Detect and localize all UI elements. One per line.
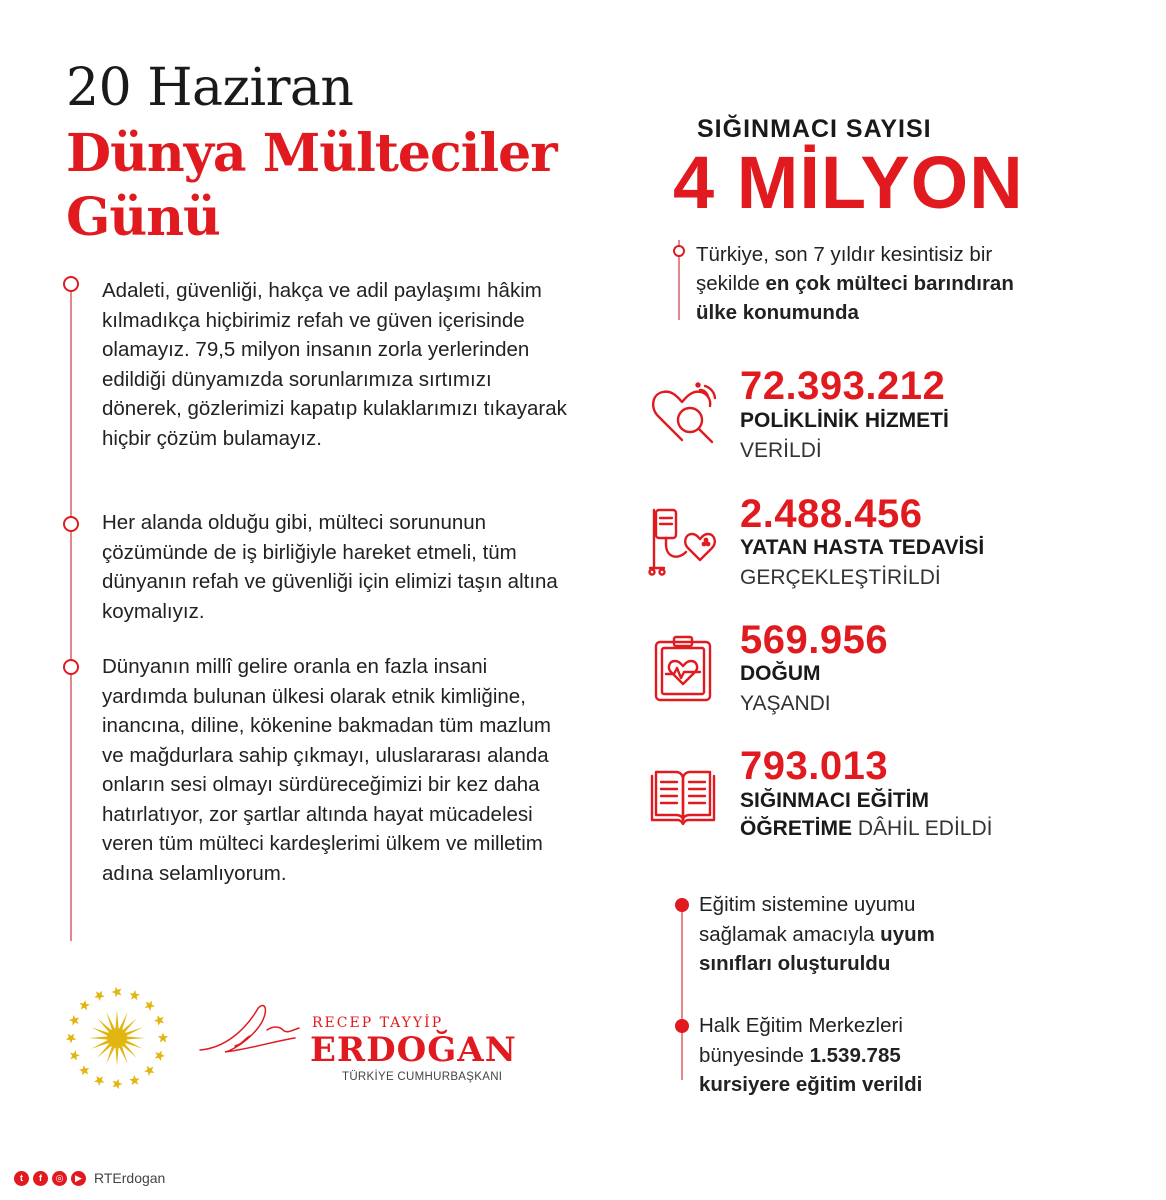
stat-label-bold-2: ÖĞRETİME — [740, 817, 853, 840]
emblem-star — [94, 1076, 104, 1086]
footnote-2 — [699, 1011, 959, 1100]
stat-label-bold: SIĞINMACI EĞİTİM — [740, 789, 929, 812]
footnote-bold: uyum sınıfları oluşturuldu — [699, 922, 935, 975]
instagram-icon[interactable]: ◎ — [52, 1171, 67, 1186]
emblem-star — [155, 1051, 165, 1061]
footnote-dot — [675, 1019, 689, 1033]
heart-search-icon — [648, 378, 718, 448]
page-title: Dünya Mülteciler Günü — [66, 123, 557, 248]
footnote-line — [681, 898, 683, 1080]
social-bar — [14, 1170, 165, 1186]
stat-label: GERÇEKLEŞTİRİLDİ — [740, 566, 941, 589]
headline-kicker: SIĞINMACI SAYISI — [697, 115, 932, 143]
emblem-star — [129, 1075, 139, 1085]
emblem-star — [158, 1033, 168, 1043]
paragraph-2: Her alanda olduğu gibi, mülteci sorununun çözümünde de iş birliğiyle hareket etmeli, tüm dünyanın refah ve güvenliği için elimizi taşın altına koymalıyız. — [102, 511, 558, 623]
footnote-plain: Eğitim sistemine uyumu sağlamak amacıyla — [699, 893, 916, 946]
footnote-plain: Halk Eğitim Merkezleri bünyesinde — [699, 1014, 903, 1067]
stat-value: 793.013 — [740, 744, 889, 788]
stat-label-line2 — [740, 817, 992, 841]
emblem-star — [113, 1079, 123, 1089]
emblem-star — [66, 1034, 76, 1044]
open-book-icon — [648, 762, 718, 832]
footnote-1 — [699, 890, 969, 979]
emblem-star — [70, 1050, 80, 1060]
emblem-star — [154, 1015, 164, 1025]
youtube-icon[interactable]: ▶ — [71, 1171, 86, 1186]
timeline-dot — [63, 659, 79, 675]
timeline-dot — [63, 516, 79, 532]
emblem-star — [80, 1000, 90, 1010]
clipboard-heartbeat-icon — [648, 634, 718, 704]
emblem-star — [145, 1001, 155, 1011]
emblem-sun — [89, 1010, 145, 1066]
signature-title: TÜRKİYE CUMHURBAŞKANI — [342, 1071, 503, 1083]
stat-label: DÂHİL EDİLDİ — [857, 817, 993, 840]
headline-value: 4 MİLYON — [673, 141, 1024, 224]
social-handle[interactable]: RTErdogan — [94, 1170, 166, 1186]
stat-label: VERİLDİ — [740, 439, 822, 462]
emblem-star — [144, 1066, 154, 1076]
paragraph-3: Dünyanın millî gelire oranla en fazla insani yardımda bulunan ülkesi olarak etnik kimliğine, inancına, diline, kökenine bakmadan tüm mazlum ve mağdurlara sahip çıkmayı, uluslararası alanda onların sesi olmayı sürdüreceğimizi bir kez daha hatırlatıyor, zor şartlar altında hayat mücadelesi veren tüm mülteci kardeşlerimi ülkem ve milletim adına selamlıyorum. — [102, 655, 551, 885]
stat-label-bold: POLİKLİNİK HİZMETİ — [740, 409, 949, 432]
emblem-star — [130, 990, 140, 1000]
stat-label-bold: YATAN HASTA TEDAVİSİ — [740, 536, 985, 559]
presidential-emblem-icon — [62, 983, 172, 1093]
emblem-star — [79, 1065, 89, 1075]
paragraph-1: Adaleti, güvenliği, hakça ve adil paylaşımı hâkim kılmadıkça hiçbirimiz refah ve güven içerisinde olamayız. 79,5 milyon insanın zorla yerlerinden edildiği dünyamızda sorunlarımıza sırtımızı dönerek, gözlerimizi kapatıp kulaklarımızı tıkayarak hiçbir çözüm bulamayız. — [102, 279, 567, 450]
emblem-star — [112, 987, 122, 997]
footnote-dot — [675, 898, 689, 912]
stat-label: YAŞANDI — [740, 692, 831, 715]
intro-plain: Türkiye, son 7 yıldır kesintisiz bir şekilde — [696, 243, 993, 295]
stat-value: 72.393.212 — [740, 364, 946, 408]
intro-text — [696, 240, 1016, 327]
signature-last-name: ERDOĞAN — [310, 1030, 517, 1070]
iv-drip-heart-icon — [648, 506, 718, 576]
timeline-dot — [63, 276, 79, 292]
emblem-star — [69, 1015, 79, 1025]
title-line-1: 20 Haziran — [66, 58, 354, 118]
twitter-icon[interactable]: t — [14, 1171, 29, 1186]
intro-bold: en çok mülteci barındıran ülke konumunda — [696, 272, 1014, 324]
stat-value: 2.488.456 — [740, 492, 923, 536]
facebook-icon[interactable]: f — [33, 1171, 48, 1186]
intro-dot — [673, 245, 685, 257]
timeline-line — [70, 283, 72, 941]
stat-label-bold: DOĞUM — [740, 662, 821, 685]
emblem-star — [94, 991, 104, 1001]
footnote-bold: 1.539.785 kursiyere eğitim verildi — [699, 1043, 923, 1096]
signature-first-name: RECEP TAYYİP — [312, 1015, 444, 1031]
stat-value: 569.956 — [740, 618, 889, 662]
